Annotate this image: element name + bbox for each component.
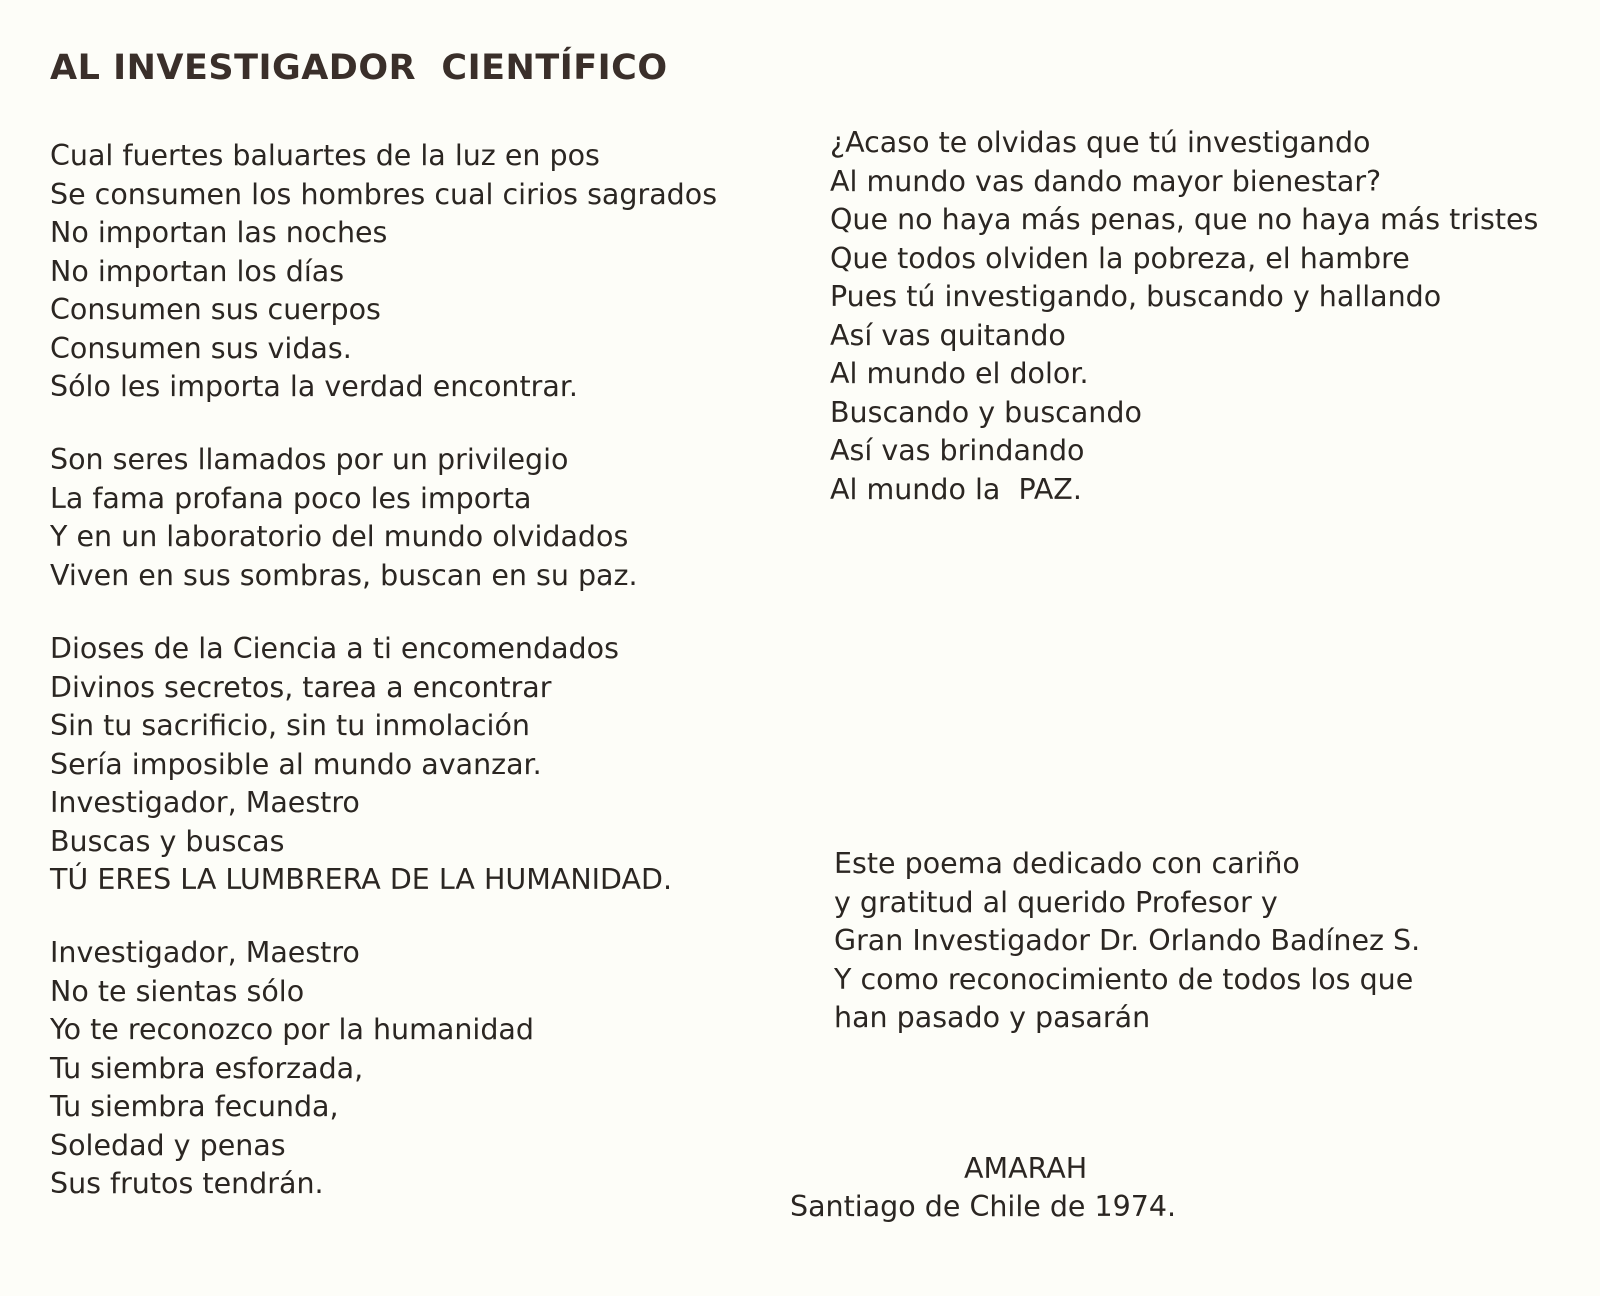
poem-line: Soledad y penas <box>50 1128 286 1162</box>
dedication-line: Este poema dedicado con cariño <box>834 847 1300 880</box>
right-stanza <box>830 124 1538 509</box>
dedication-line: Gran Investigador Dr. Orlando Badínez S. <box>834 924 1421 957</box>
poem-line: Pues tú investigando, buscando y hallando <box>830 280 1442 313</box>
poem-line: Así vas brindando <box>830 434 1085 467</box>
poem-line: Dioses de la Ciencia a ti encomendados <box>50 632 619 665</box>
poem-line: Al mundo el dolor. <box>830 357 1089 390</box>
poem-line: La fama profana poco les importa <box>50 481 532 515</box>
poem-line: Consumen sus cuerpos <box>50 293 381 326</box>
poem-line: Consumen sus vidas. <box>50 331 352 365</box>
poem-line: Son seres llamados por un privilegio <box>50 443 569 476</box>
poem-line: Sus frutos tendrán. <box>50 1167 324 1200</box>
poem-line: Que no haya más penas, que no haya más tristes <box>830 203 1539 236</box>
poem-line: No importan las noches <box>50 216 388 249</box>
page-title: AL INVESTIGADOR CIENTÍFICO <box>50 48 668 88</box>
poem-line: Tu siembra esforzada, <box>50 1051 364 1085</box>
poem-line: No te sientas sólo <box>50 974 305 1008</box>
left-stanza-3 <box>50 630 672 900</box>
poem-line: Al mundo la PAZ. <box>830 472 1082 506</box>
left-stanza-1 <box>50 137 717 407</box>
dedication-line: han pasado y pasarán <box>834 1001 1151 1034</box>
left-stanza-4 <box>50 934 534 1204</box>
poem-line: Que todos olviden la pobreza, el hambre <box>830 241 1410 275</box>
poem-line: Sería imposible al mundo avanzar. <box>50 747 542 781</box>
poem-line: Tu siembra fecunda, <box>50 1090 339 1123</box>
poem-line: Sin tu sacrificio, sin tu inmolación <box>50 709 530 742</box>
author-name: AMARAH <box>964 1152 1088 1185</box>
left-stanza-2 <box>50 441 638 595</box>
poem-line: Y en un laboratorio del mundo olvidados <box>50 520 629 553</box>
poem-line: Sólo les importa la verdad encontrar. <box>50 370 578 403</box>
place-date: Santiago de Chile de 1974. <box>790 1190 1177 1223</box>
poem-line: Buscas y buscas <box>50 824 285 858</box>
poem-line: Así vas quitando <box>830 318 1066 352</box>
poem-line: No importan los días <box>50 254 345 288</box>
poem-line: Se consumen los hombres cual cirios sagrados <box>50 177 718 211</box>
poem-line: Viven en sus sombras, buscan en su paz. <box>50 558 638 592</box>
dedication-line: y gratitud al querido Profesor y <box>834 885 1278 919</box>
poem-line: TÚ ERES LA LUMBRERA DE LA HUMANIDAD. <box>50 863 673 896</box>
poem-line: Buscando y buscando <box>830 395 1142 429</box>
poem-line: Al mundo vas dando mayor bienestar? <box>830 164 1382 198</box>
dedication <box>834 845 1420 1038</box>
poem-line: Investigador, Maestro <box>50 786 360 819</box>
poem-line: Cual fuertes baluartes de la luz en pos <box>50 139 600 172</box>
dedication-line: Y como reconocimiento de todos los que <box>834 962 1414 996</box>
poem-line: Yo te reconozco por la humanidad <box>50 1013 534 1046</box>
poem-line: ¿Acaso te olvidas que tú investigando <box>830 126 1371 159</box>
poem-line: Divinos secretos, tarea a encontrar <box>50 670 552 704</box>
poem-line: Investigador, Maestro <box>50 936 360 969</box>
